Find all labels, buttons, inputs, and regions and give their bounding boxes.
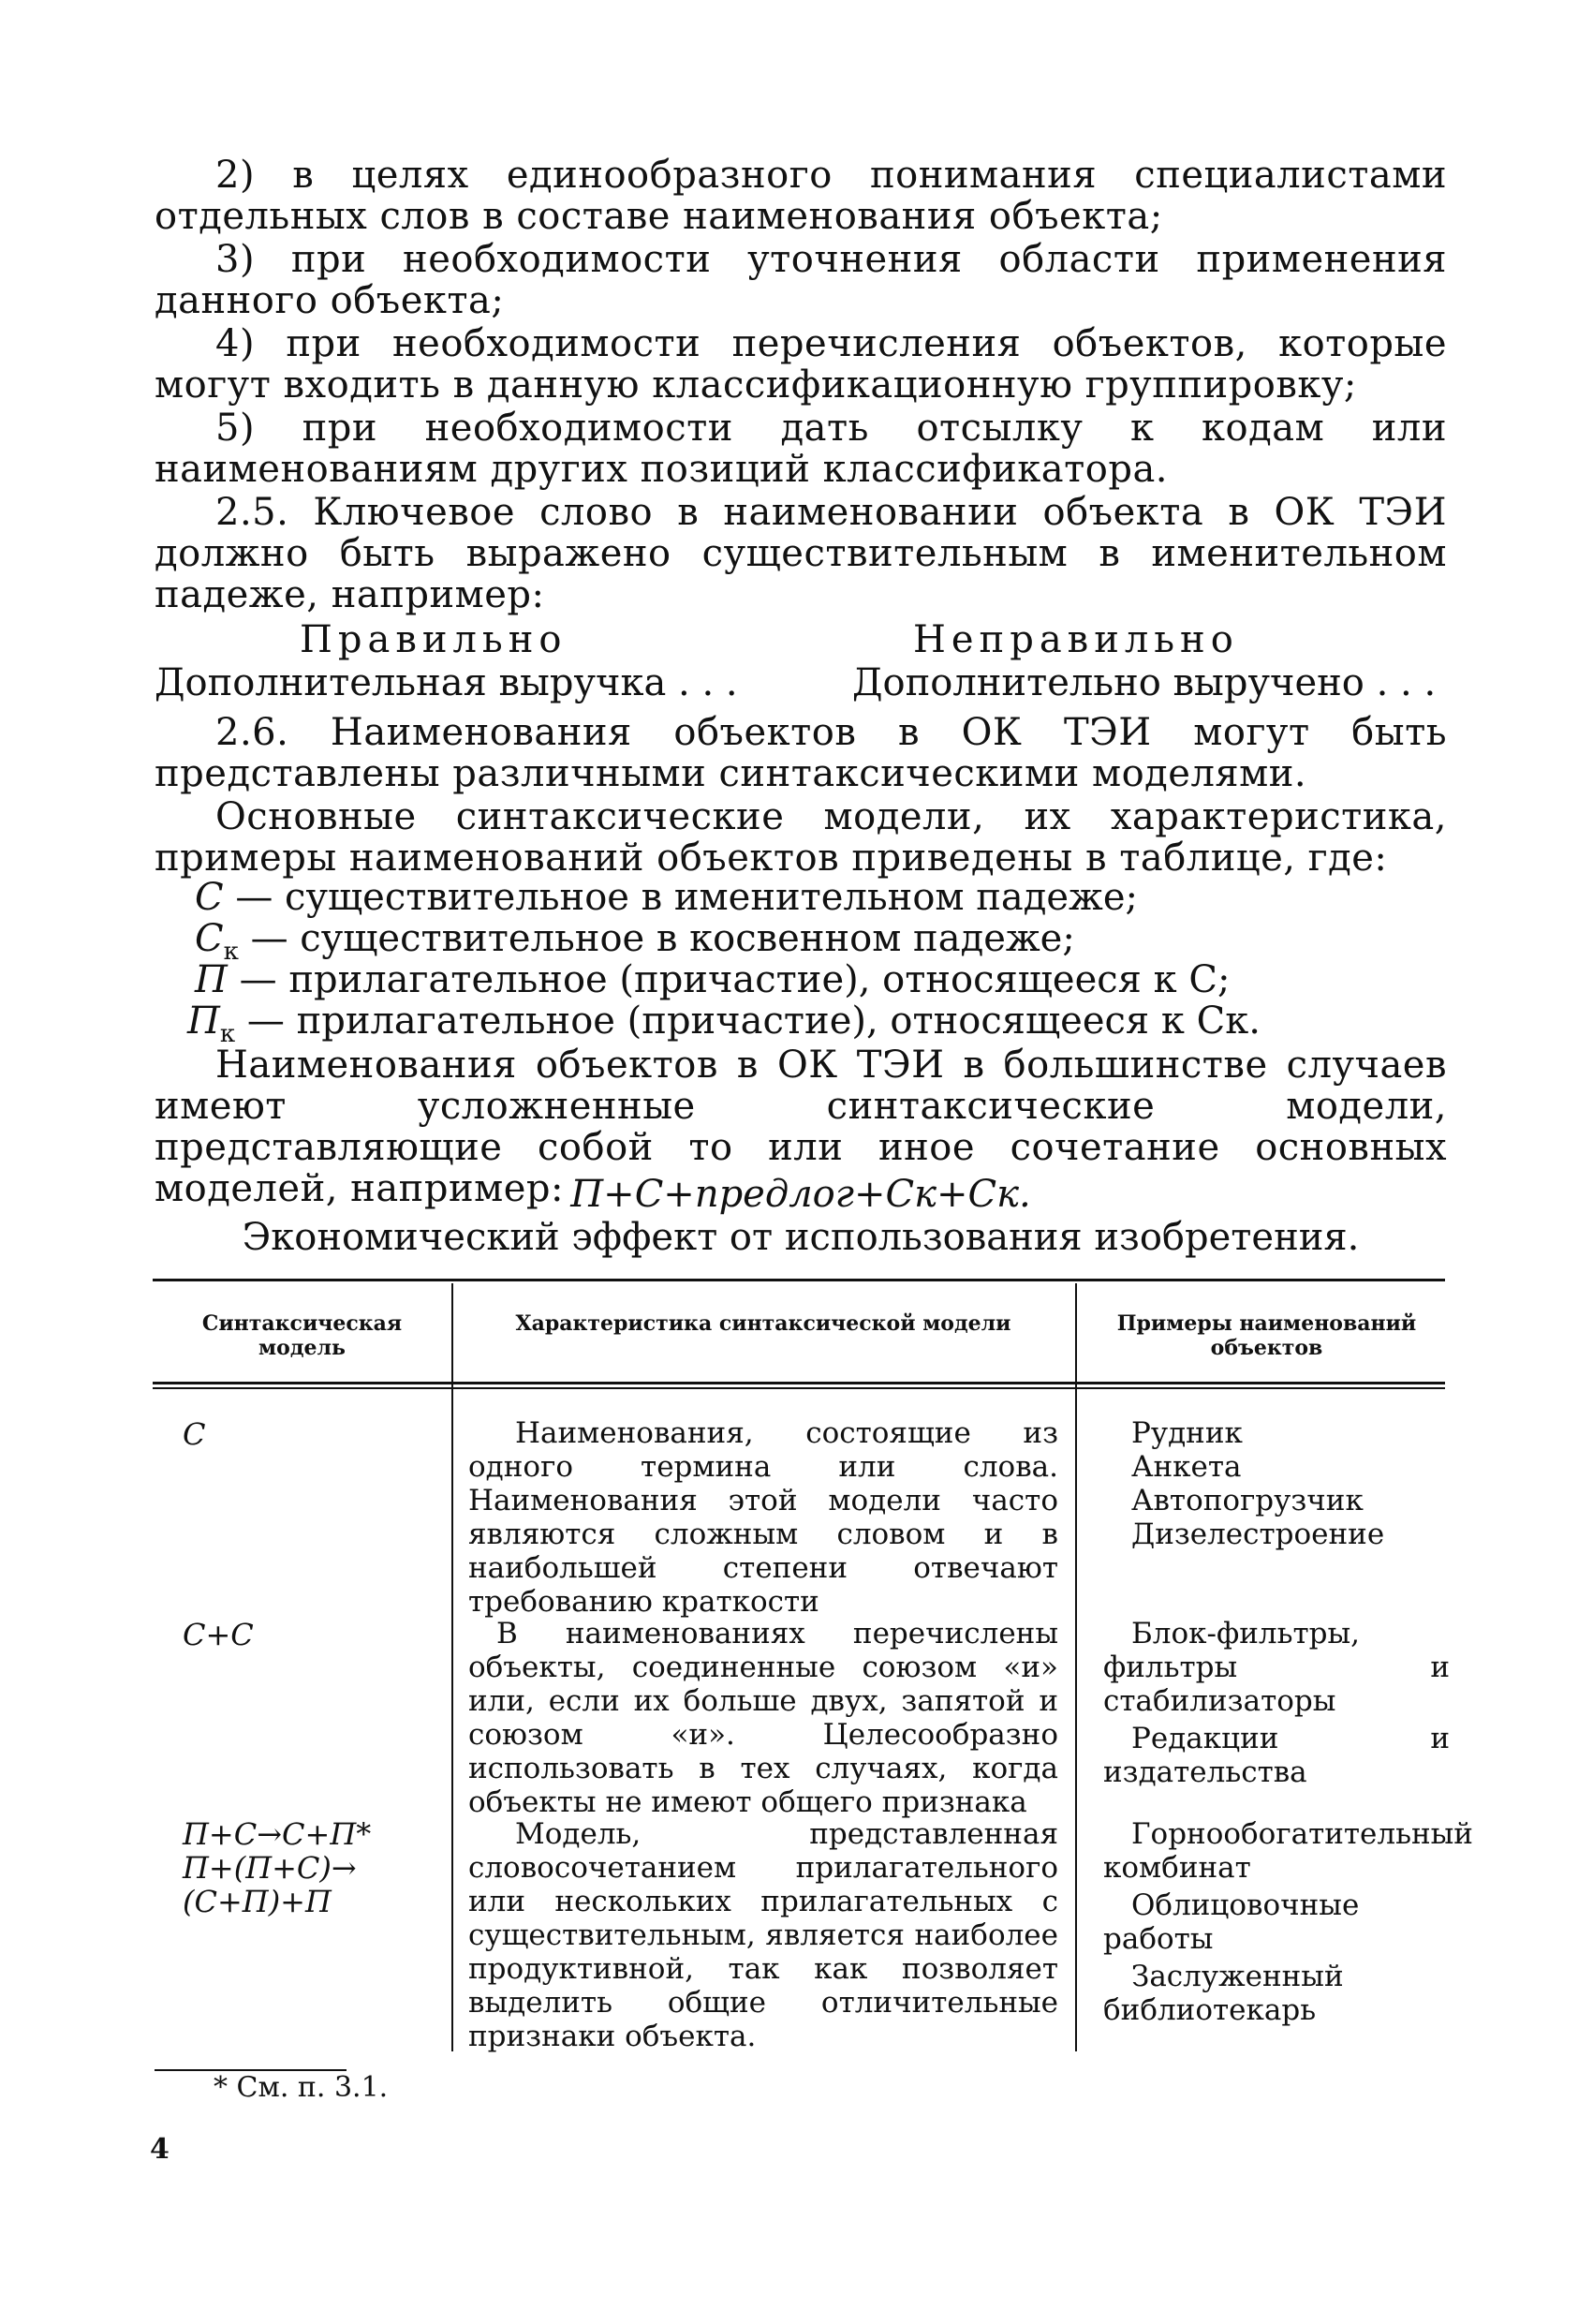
incorrect-example: Дополнительно выручено . . .: [852, 661, 1437, 704]
table-row-3-examples: [1103, 1817, 1473, 2027]
table-row-1-description: Наименования, состоящие из одного термина или слова. Наименования этой модели часто являются сложным словом и в наибольшей степени отвечают требованию краткости: [468, 1416, 1058, 1619]
table-row-2-description: В наименованиях перечислены объекты, соединенные союзом «и» или, если их больше двух, запятой и союзом «и». Целесообразно использовать в тех случаях, когда объекты не имеют общего признака: [468, 1617, 1058, 1819]
table-header-model: Синтаксическая модель: [201, 1311, 403, 1360]
table-row-3-description: Модель, представленная словосочетанием прилагательного или нескольких прилагательных с существительным, является наиболее продуктивной, так как позволяет выделить общие отличительные признаки объекта.: [468, 1817, 1058, 2053]
table-header-rule-2: [153, 1387, 1445, 1389]
paragraph-complex-models: Наименования объектов в ОК ТЭИ в большинстве случаев имеют усложненные синтаксические модели, представляющие собой то или иное сочетание основных моделей, например:: [155, 1044, 1447, 1210]
paragraph-item-2: 2) в целях единообразного понимания специалистами отдельных слов в составе наименования объекта;: [155, 154, 1447, 238]
table-row-2-examples: [1103, 1617, 1450, 1789]
legend-line: [187, 999, 1261, 1048]
example-item: Горнообогатительный комбинат: [1103, 1817, 1473, 1885]
paragraph-models-intro: Основные синтаксические модели, их характеристика, примеры наименований объектов приведены в таблице, где:: [155, 795, 1447, 880]
footnote: * См. п. 3.1.: [214, 2071, 389, 2104]
legend-text: — существительное в косвенном падеже;: [238, 917, 1075, 960]
table-row-1-model: С: [183, 1416, 206, 1452]
legend-symbol-subscript: к: [223, 938, 239, 966]
formula-example: Экономический эффект от использования изобретения.: [242, 1216, 1360, 1259]
legend-symbol: П: [195, 958, 228, 1001]
paragraph-item-4: 4) при необходимости перечисления объектов, которые могут входить в данную классификационную группировку;: [155, 322, 1447, 407]
legend-symbol: С: [195, 917, 224, 960]
example-item: Дизелестроение: [1131, 1517, 1385, 1551]
example-item: Заслуженный библиотекарь: [1103, 1960, 1344, 2027]
example-item: Редакции и издательства: [1103, 1722, 1450, 1789]
example-item: Блок-фильтры, фильтры и стабилизаторы: [1103, 1617, 1450, 1718]
example-item: Автопогрузчик: [1131, 1484, 1364, 1517]
paragraph-item-3: 3) при необходимости уточнения области применения данного объекта;: [155, 238, 1447, 322]
table-header-rule-1: [153, 1382, 1445, 1384]
correct-example: Дополнительная выручка . . .: [155, 661, 738, 704]
legend-symbol-subscript: к: [219, 1020, 236, 1048]
correct-label: Правильно: [300, 618, 568, 661]
legend-text: — прилагательное (причастие), относящееся к С;: [227, 958, 1231, 1001]
example-item: Облицовочные работы: [1103, 1888, 1360, 1956]
paragraph-item-5: 5) при необходимости дать отсылку к кодам или наименованиям других позиций классификатора.: [155, 407, 1447, 491]
table-row-3-model: П+С→С+П* П+(П+С)→ (С+П)+П: [183, 1816, 372, 1919]
legend-line: [195, 876, 1138, 919]
legend-symbol: П: [187, 999, 220, 1043]
table-header-examples: Примеры наименований объектов: [1116, 1311, 1417, 1360]
legend-text: — прилагательное (причастие), относящееся к Ск.: [235, 999, 1261, 1043]
paragraph-2-5: 2.5. Ключевое слово в наименовании объекта в ОК ТЭИ должно быть выражено существительным в именительном падеже, например:: [155, 491, 1447, 616]
incorrect-label: Неправильно: [913, 618, 1239, 661]
legend-symbol: С: [195, 876, 224, 919]
example-item: Рудник: [1131, 1416, 1243, 1450]
table-top-rule: [153, 1279, 1445, 1281]
formula: П+С+предлог+Ск+Ск.: [570, 1173, 1031, 1216]
paragraph-2-6: 2.6. Наименования объектов в ОК ТЭИ могут быть представлены различными синтаксическими моделями.: [155, 711, 1447, 795]
table-row-1-examples: [1103, 1416, 1450, 1551]
legend-line: [195, 958, 1230, 1001]
table-column-divider-1: [451, 1283, 453, 2051]
table-header-characteristic: Характеристика синтаксической модели: [515, 1311, 1011, 1336]
table-row-2-model: С+С: [183, 1617, 254, 1652]
page-number: 4: [150, 2133, 170, 2166]
example-item: Анкета: [1131, 1450, 1242, 1484]
legend-text: — существительное в именительном падеже;: [223, 876, 1138, 919]
table-column-divider-2: [1075, 1283, 1077, 2051]
